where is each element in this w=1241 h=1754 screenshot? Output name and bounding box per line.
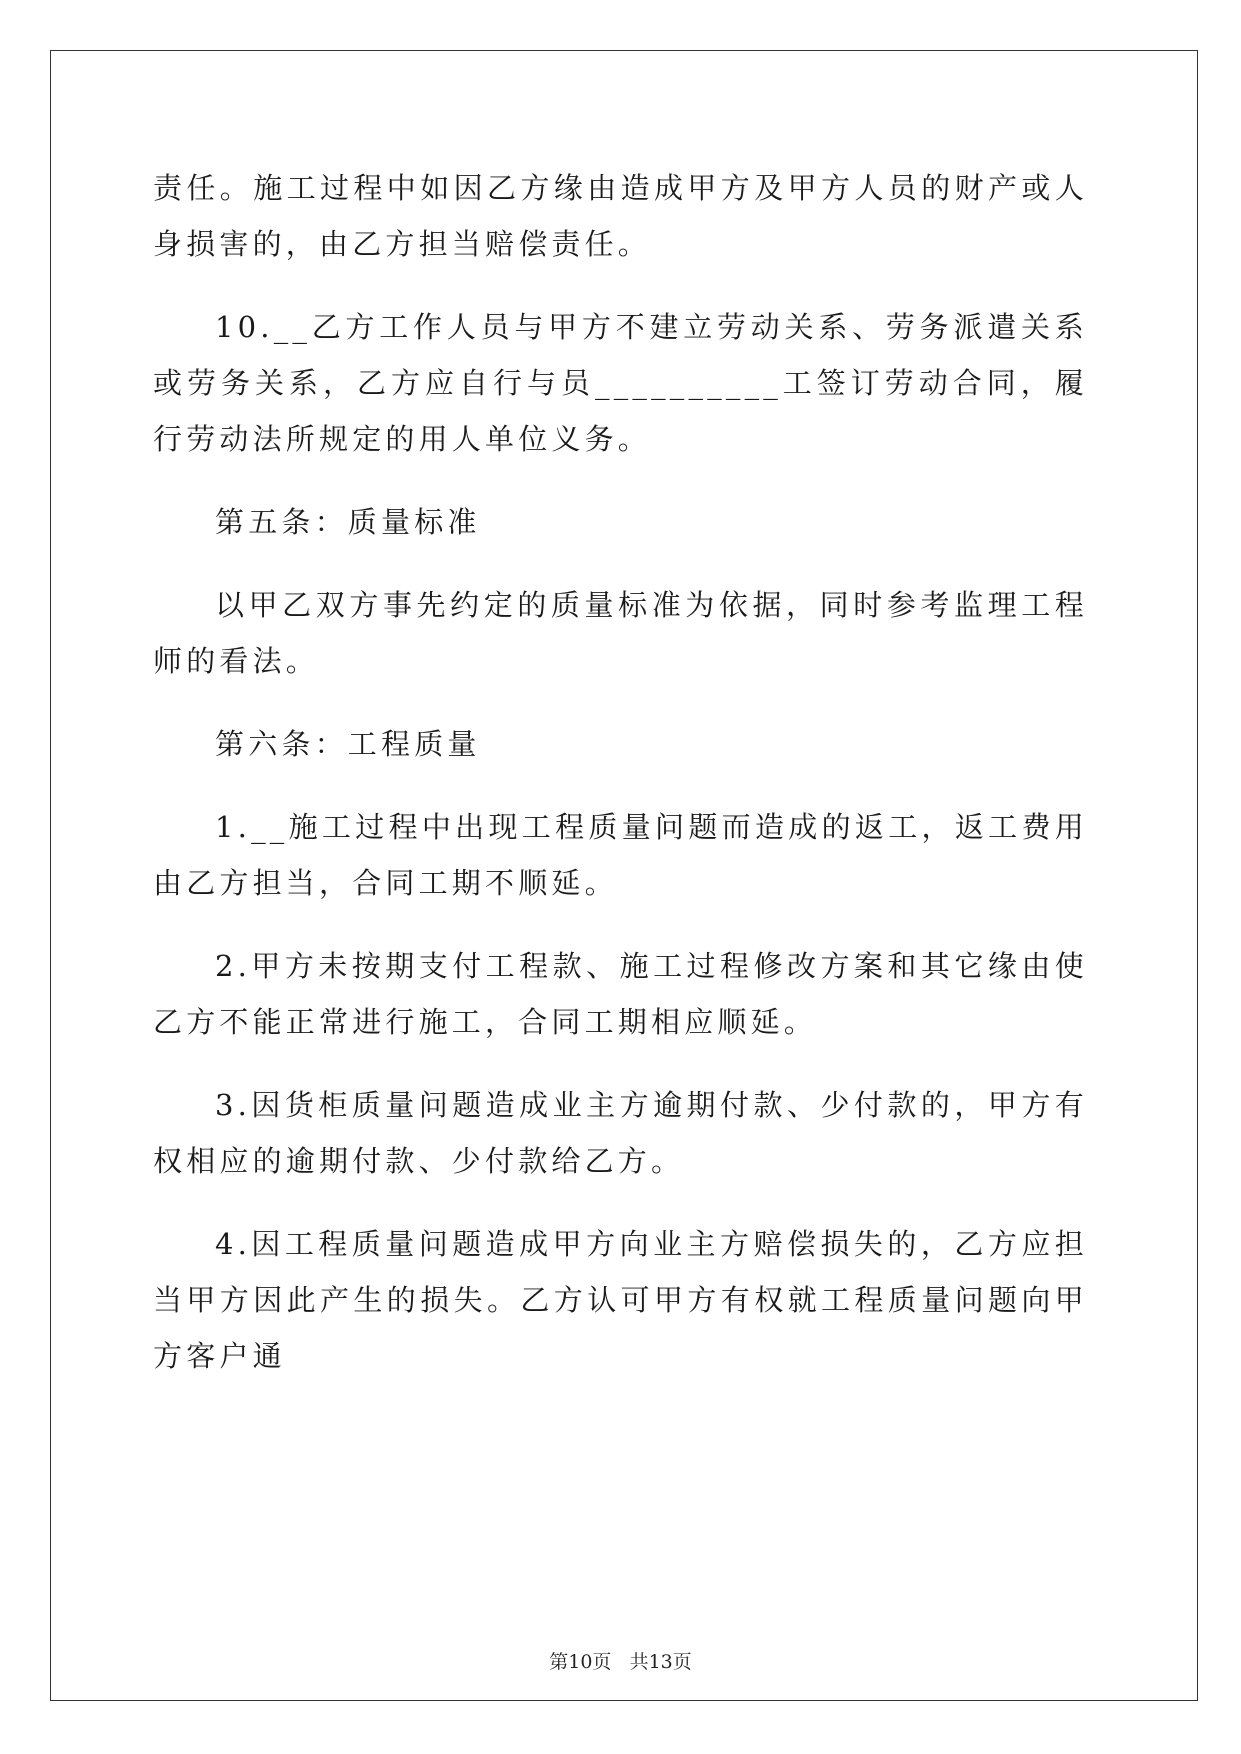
paragraph-1: 责任。施工过程中如因乙方缘由造成甲方及甲方人员的财产或人身损害的，由乙方担当赔偿责任。	[153, 171, 1088, 261]
paragraph-6: 3.因货柜质量问题造成业主方逾期付款、少付款的，甲方有权相应的逾期付款、少付款给乙方。	[153, 1088, 1088, 1178]
paragraph-7: 4.因工程质量问题造成甲方向业主方赔偿损失的，乙方应担当甲方因此产生的损失。乙方认可甲方有权就工程质量问题向甲方客户通	[153, 1227, 1088, 1373]
document-body	[153, 160, 1088, 1411]
section-heading-5: 第五条：质量标准	[215, 505, 481, 539]
paragraph-2: 10.__乙方工作人员与甲方不建立劳动关系、劳务派遣关系或劳务关系，乙方应自行与员__________工签订劳动合同，履行劳动法所规定的用人单位义务。	[153, 310, 1088, 456]
page-total: 共13页	[629, 1651, 692, 1673]
page-footer	[0, 1650, 1241, 1674]
paragraph-5: 2.甲方未按期支付工程款、施工过程修改方案和其它缘由使乙方不能正常进行施工，合同工期相应顺延。	[153, 949, 1088, 1039]
page-number: 第10页	[549, 1651, 612, 1673]
paragraph-4: 1.__施工过程中出现工程质量问题而造成的返工，返工费用由乙方担当，合同工期不顺延。	[153, 810, 1088, 900]
section-heading-6: 第六条：工程质量	[215, 727, 481, 761]
paragraph-3: 以甲乙双方事先约定的质量标准为依据，同时参考监理工程师的看法。	[153, 588, 1088, 678]
